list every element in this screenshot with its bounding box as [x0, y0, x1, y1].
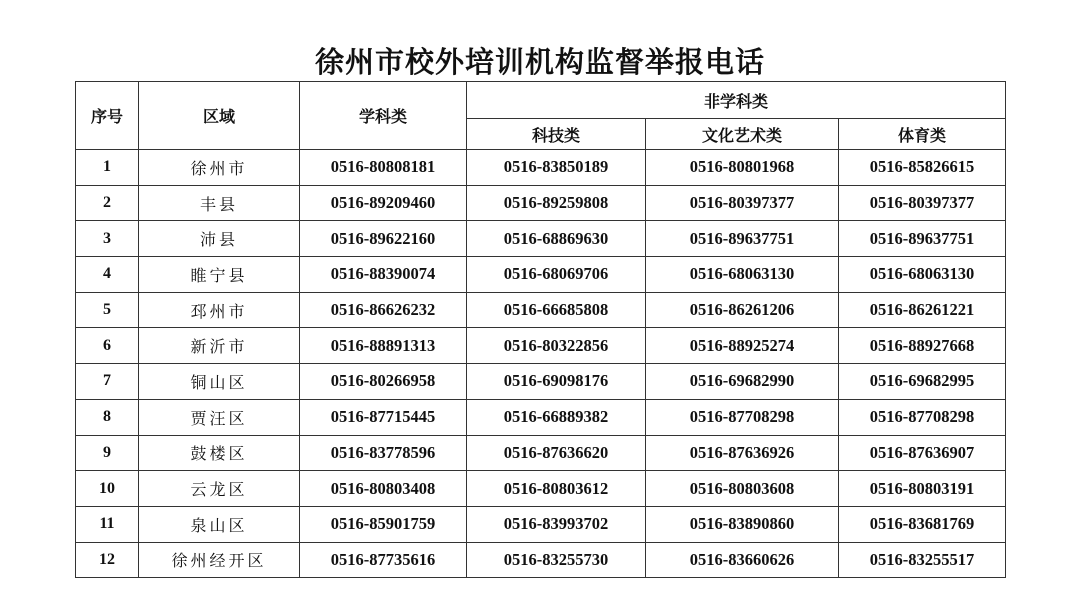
- cell-sports-phone: 0516-88927668: [839, 328, 1006, 364]
- cell-culture-art-phone: 0516-80397377: [646, 185, 839, 221]
- cell-culture-art-phone: 0516-80801968: [646, 150, 839, 186]
- header-sports: 体育类: [839, 119, 1006, 150]
- header-academic: 学科类: [300, 82, 467, 150]
- cell-culture-art-phone: 0516-68063130: [646, 257, 839, 293]
- cell-sports-phone: 0516-87636907: [839, 435, 1006, 471]
- cell-region: 睢宁县: [139, 257, 300, 293]
- cell-region: 泉山区: [139, 506, 300, 542]
- cell-academic-phone: 0516-83778596: [300, 435, 467, 471]
- cell-index: 3: [76, 221, 139, 257]
- hotline-table: [75, 81, 1006, 578]
- cell-index: 8: [76, 399, 139, 435]
- cell-academic-phone: 0516-80266958: [300, 364, 467, 400]
- cell-sports-phone: 0516-86261221: [839, 292, 1006, 328]
- cell-region: 徐州市: [139, 150, 300, 186]
- cell-culture-art-phone: 0516-69682990: [646, 364, 839, 400]
- table-row: [76, 471, 1006, 507]
- cell-culture-art-phone: 0516-87708298: [646, 399, 839, 435]
- cell-culture-art-phone: 0516-88925274: [646, 328, 839, 364]
- cell-region: 鼓楼区: [139, 435, 300, 471]
- cell-culture-art-phone: 0516-89637751: [646, 221, 839, 257]
- cell-culture-art-phone: 0516-87636926: [646, 435, 839, 471]
- table-row: [76, 257, 1006, 293]
- cell-tech-phone: 0516-83255730: [467, 542, 646, 578]
- cell-sports-phone: 0516-69682995: [839, 364, 1006, 400]
- cell-sports-phone: 0516-85826615: [839, 150, 1006, 186]
- cell-index: 4: [76, 257, 139, 293]
- cell-region: 丰县: [139, 185, 300, 221]
- table-row: [76, 328, 1006, 364]
- cell-sports-phone: 0516-68063130: [839, 257, 1006, 293]
- header-tech: 科技类: [467, 119, 646, 150]
- cell-culture-art-phone: 0516-83890860: [646, 506, 839, 542]
- cell-tech-phone: 0516-68869630: [467, 221, 646, 257]
- cell-sports-phone: 0516-87708298: [839, 399, 1006, 435]
- table-row: [76, 292, 1006, 328]
- header-row-1: [76, 82, 1006, 119]
- cell-region: 徐州经开区: [139, 542, 300, 578]
- cell-academic-phone: 0516-85901759: [300, 506, 467, 542]
- cell-culture-art-phone: 0516-83660626: [646, 542, 839, 578]
- cell-tech-phone: 0516-69098176: [467, 364, 646, 400]
- cell-sports-phone: 0516-80803191: [839, 471, 1006, 507]
- cell-index: 9: [76, 435, 139, 471]
- cell-tech-phone: 0516-83850189: [467, 150, 646, 186]
- cell-academic-phone: 0516-88891313: [300, 328, 467, 364]
- cell-academic-phone: 0516-87715445: [300, 399, 467, 435]
- cell-academic-phone: 0516-80808181: [300, 150, 467, 186]
- cell-region: 铜山区: [139, 364, 300, 400]
- table-row: [76, 506, 1006, 542]
- cell-tech-phone: 0516-87636620: [467, 435, 646, 471]
- table-body: [76, 150, 1006, 578]
- cell-region: 沛县: [139, 221, 300, 257]
- table-row: [76, 435, 1006, 471]
- page-title: 徐州市校外培训机构监督举报电话: [314, 45, 765, 79]
- table-row: [76, 185, 1006, 221]
- cell-tech-phone: 0516-66685808: [467, 292, 646, 328]
- cell-academic-phone: 0516-88390074: [300, 257, 467, 293]
- table-row: [76, 364, 1006, 400]
- header-region: 区域: [139, 82, 300, 150]
- cell-index: 2: [76, 185, 139, 221]
- cell-index: 10: [76, 471, 139, 507]
- table-row: [76, 399, 1006, 435]
- table-row: [76, 150, 1006, 186]
- cell-index: 7: [76, 364, 139, 400]
- cell-tech-phone: 0516-80803612: [467, 471, 646, 507]
- cell-academic-phone: 0516-89622160: [300, 221, 467, 257]
- cell-tech-phone: 0516-83993702: [467, 506, 646, 542]
- cell-index: 5: [76, 292, 139, 328]
- header-culture-art: 文化艺术类: [646, 119, 839, 150]
- cell-culture-art-phone: 0516-80803608: [646, 471, 839, 507]
- cell-index: 1: [76, 150, 139, 186]
- cell-region: 邳州市: [139, 292, 300, 328]
- cell-tech-phone: 0516-66889382: [467, 399, 646, 435]
- cell-academic-phone: 0516-80803408: [300, 471, 467, 507]
- cell-index: 6: [76, 328, 139, 364]
- table-row: [76, 221, 1006, 257]
- cell-academic-phone: 0516-89209460: [300, 185, 467, 221]
- cell-tech-phone: 0516-80322856: [467, 328, 646, 364]
- header-index: 序号: [76, 82, 139, 150]
- cell-sports-phone: 0516-80397377: [839, 185, 1006, 221]
- cell-region: 云龙区: [139, 471, 300, 507]
- cell-index: 12: [76, 542, 139, 578]
- cell-sports-phone: 0516-89637751: [839, 221, 1006, 257]
- cell-academic-phone: 0516-87735616: [300, 542, 467, 578]
- cell-sports-phone: 0516-83255517: [839, 542, 1006, 578]
- table-row: [76, 542, 1006, 578]
- cell-tech-phone: 0516-89259808: [467, 185, 646, 221]
- cell-culture-art-phone: 0516-86261206: [646, 292, 839, 328]
- header-non-academic: 非学科类: [467, 82, 1006, 119]
- cell-region: 新沂市: [139, 328, 300, 364]
- cell-region: 贾汪区: [139, 399, 300, 435]
- cell-index: 11: [76, 506, 139, 542]
- cell-academic-phone: 0516-86626232: [300, 292, 467, 328]
- cell-sports-phone: 0516-83681769: [839, 506, 1006, 542]
- cell-tech-phone: 0516-68069706: [467, 257, 646, 293]
